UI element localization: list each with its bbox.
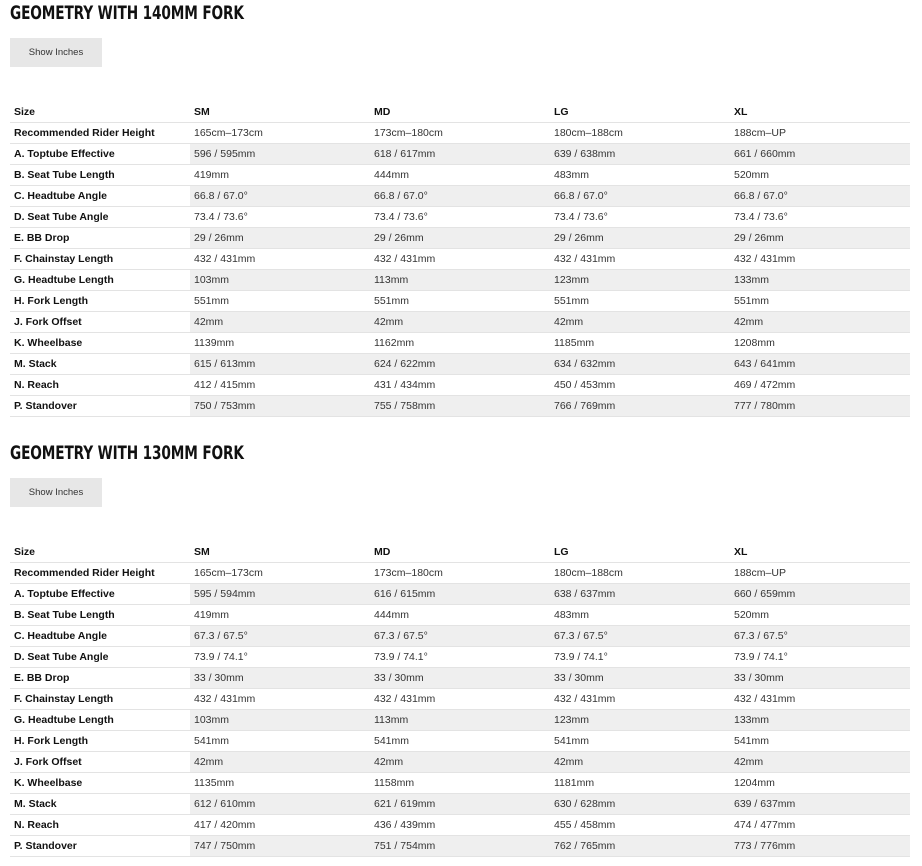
table-row	[10, 563, 910, 584]
table-cell: 133mm	[730, 710, 910, 731]
table-cell: 551mm	[730, 291, 910, 312]
table-row	[10, 794, 910, 815]
table-cell: 67.3 / 67.5°	[190, 626, 370, 647]
table-cell: 634 / 632mm	[550, 354, 730, 375]
table-cell: 1181mm	[550, 773, 730, 794]
table-cell: 520mm	[730, 605, 910, 626]
table-cell: 612 / 610mm	[190, 794, 370, 815]
table-cell: 762 / 765mm	[550, 836, 730, 857]
table-cell: 750 / 753mm	[190, 396, 370, 417]
table-cell: 432 / 431mm	[370, 249, 550, 270]
table-cell: 29 / 26mm	[550, 228, 730, 249]
table-cell: 123mm	[550, 270, 730, 291]
table-cell: 173cm–180cm	[370, 563, 550, 584]
table-cell: 766 / 769mm	[550, 396, 730, 417]
table-cell: 541mm	[550, 731, 730, 752]
table-cell: 165cm–173cm	[190, 123, 370, 144]
table-cell: 73.9 / 74.1°	[550, 647, 730, 668]
table-cell: 444mm	[370, 605, 550, 626]
table-row	[10, 752, 910, 773]
size-header-lg: LG	[550, 542, 730, 563]
show-inches-button[interactable]: Show Inches	[10, 478, 102, 507]
row-label: Recommended Rider Height	[10, 563, 190, 584]
row-label: E. BB Drop	[10, 668, 190, 689]
row-label: K. Wheelbase	[10, 333, 190, 354]
table-cell: 432 / 431mm	[370, 689, 550, 710]
table-cell: 173cm–180cm	[370, 123, 550, 144]
table-row	[10, 584, 910, 605]
table-row	[10, 731, 910, 752]
table-cell: 180cm–188cm	[550, 563, 730, 584]
table-cell: 450 / 453mm	[550, 375, 730, 396]
row-label: E. BB Drop	[10, 228, 190, 249]
table-cell: 432 / 431mm	[190, 249, 370, 270]
table-cell: 1208mm	[730, 333, 910, 354]
table-cell: 66.8 / 67.0°	[190, 186, 370, 207]
table-cell: 73.4 / 73.6°	[190, 207, 370, 228]
table-cell: 432 / 431mm	[730, 249, 910, 270]
size-header-sm: SM	[190, 102, 370, 123]
table-cell: 639 / 637mm	[730, 794, 910, 815]
table-cell: 431 / 434mm	[370, 375, 550, 396]
size-header-xl: XL	[730, 542, 910, 563]
table-cell: 113mm	[370, 710, 550, 731]
table-cell: 29 / 26mm	[370, 228, 550, 249]
table-row	[10, 689, 910, 710]
row-label: K. Wheelbase	[10, 773, 190, 794]
table-cell: 29 / 26mm	[730, 228, 910, 249]
row-label: C. Headtube Angle	[10, 186, 190, 207]
table-cell: 541mm	[370, 731, 550, 752]
table-cell: 643 / 641mm	[730, 354, 910, 375]
table-row	[10, 815, 910, 836]
table-row	[10, 186, 910, 207]
row-label: D. Seat Tube Angle	[10, 207, 190, 228]
table-row	[10, 312, 910, 333]
table-cell: 520mm	[730, 165, 910, 186]
table-cell: 103mm	[190, 270, 370, 291]
size-header-sm: SM	[190, 542, 370, 563]
table-cell: 747 / 750mm	[190, 836, 370, 857]
table-header-row	[10, 102, 910, 123]
table-cell: 73.9 / 74.1°	[730, 647, 910, 668]
row-label: F. Chainstay Length	[10, 689, 190, 710]
table-cell: 1135mm	[190, 773, 370, 794]
table-row	[10, 207, 910, 228]
table-cell: 42mm	[730, 752, 910, 773]
table-cell: 33 / 30mm	[730, 668, 910, 689]
table-row	[10, 354, 910, 375]
table-cell: 1185mm	[550, 333, 730, 354]
row-label: J. Fork Offset	[10, 752, 190, 773]
table-row	[10, 123, 910, 144]
table-cell: 42mm	[370, 752, 550, 773]
table-row	[10, 228, 910, 249]
table-row	[10, 836, 910, 857]
table-row	[10, 710, 910, 731]
table-cell: 661 / 660mm	[730, 144, 910, 165]
table-cell: 615 / 613mm	[190, 354, 370, 375]
table-cell: 165cm–173cm	[190, 563, 370, 584]
table-cell: 67.3 / 67.5°	[550, 626, 730, 647]
table-cell: 188cm–UP	[730, 563, 910, 584]
table-cell: 412 / 415mm	[190, 375, 370, 396]
table-row	[10, 375, 910, 396]
table-cell: 618 / 617mm	[370, 144, 550, 165]
geometry-table	[10, 102, 910, 417]
table-row	[10, 333, 910, 354]
table-cell: 66.8 / 67.0°	[550, 186, 730, 207]
row-label: H. Fork Length	[10, 731, 190, 752]
geometry-section-140mm	[10, 0, 910, 412]
table-cell: 541mm	[190, 731, 370, 752]
table-cell: 551mm	[550, 291, 730, 312]
table-cell: 67.3 / 67.5°	[730, 626, 910, 647]
show-inches-button[interactable]: Show Inches	[10, 38, 102, 67]
table-cell: 113mm	[370, 270, 550, 291]
table-cell: 638 / 637mm	[550, 584, 730, 605]
table-row	[10, 270, 910, 291]
table-cell: 73.4 / 73.6°	[370, 207, 550, 228]
table-cell: 66.8 / 67.0°	[730, 186, 910, 207]
table-cell: 474 / 477mm	[730, 815, 910, 836]
row-label: P. Standover	[10, 836, 190, 857]
table-cell: 755 / 758mm	[370, 396, 550, 417]
table-cell: 180cm–188cm	[550, 123, 730, 144]
row-label: C. Headtube Angle	[10, 626, 190, 647]
table-cell: 432 / 431mm	[550, 689, 730, 710]
table-cell: 639 / 638mm	[550, 144, 730, 165]
table-cell: 42mm	[550, 752, 730, 773]
row-label: D. Seat Tube Angle	[10, 647, 190, 668]
row-label: N. Reach	[10, 375, 190, 396]
table-cell: 67.3 / 67.5°	[370, 626, 550, 647]
size-header-xl: XL	[730, 102, 910, 123]
table-cell: 33 / 30mm	[190, 668, 370, 689]
table-row	[10, 626, 910, 647]
table-cell: 455 / 458mm	[550, 815, 730, 836]
table-cell: 436 / 439mm	[370, 815, 550, 836]
table-cell: 133mm	[730, 270, 910, 291]
row-label: F. Chainstay Length	[10, 249, 190, 270]
table-cell: 42mm	[550, 312, 730, 333]
table-cell: 660 / 659mm	[730, 584, 910, 605]
table-cell: 621 / 619mm	[370, 794, 550, 815]
table-cell: 483mm	[550, 605, 730, 626]
table-cell: 616 / 615mm	[370, 584, 550, 605]
table-cell: 103mm	[190, 710, 370, 731]
table-cell: 42mm	[370, 312, 550, 333]
section-title: GEOMETRY WITH 130MM FORK	[10, 442, 244, 464]
row-label: H. Fork Length	[10, 291, 190, 312]
table-cell: 595 / 594mm	[190, 584, 370, 605]
table-row	[10, 396, 910, 417]
table-row	[10, 291, 910, 312]
row-label: M. Stack	[10, 354, 190, 375]
row-label: B. Seat Tube Length	[10, 605, 190, 626]
table-cell: 541mm	[730, 731, 910, 752]
table-cell: 73.4 / 73.6°	[730, 207, 910, 228]
size-column-header: Size	[10, 102, 190, 123]
table-row	[10, 144, 910, 165]
row-label: Recommended Rider Height	[10, 123, 190, 144]
table-cell: 123mm	[550, 710, 730, 731]
table-row	[10, 773, 910, 794]
table-row	[10, 668, 910, 689]
section-title: GEOMETRY WITH 140MM FORK	[10, 2, 244, 24]
table-row	[10, 165, 910, 186]
row-label: G. Headtube Length	[10, 270, 190, 291]
table-cell: 33 / 30mm	[550, 668, 730, 689]
row-label: M. Stack	[10, 794, 190, 815]
table-cell: 1162mm	[370, 333, 550, 354]
row-label: B. Seat Tube Length	[10, 165, 190, 186]
table-row	[10, 249, 910, 270]
row-label: J. Fork Offset	[10, 312, 190, 333]
table-cell: 66.8 / 67.0°	[370, 186, 550, 207]
table-cell: 777 / 780mm	[730, 396, 910, 417]
table-cell: 73.4 / 73.6°	[550, 207, 730, 228]
table-cell: 42mm	[190, 752, 370, 773]
table-cell: 29 / 26mm	[190, 228, 370, 249]
row-label: A. Toptube Effective	[10, 144, 190, 165]
table-cell: 551mm	[190, 291, 370, 312]
table-row	[10, 647, 910, 668]
table-cell: 1204mm	[730, 773, 910, 794]
row-label: G. Headtube Length	[10, 710, 190, 731]
table-cell: 1139mm	[190, 333, 370, 354]
row-label: A. Toptube Effective	[10, 584, 190, 605]
table-cell: 417 / 420mm	[190, 815, 370, 836]
table-cell: 469 / 472mm	[730, 375, 910, 396]
table-cell: 751 / 754mm	[370, 836, 550, 857]
table-cell: 432 / 431mm	[190, 689, 370, 710]
table-cell: 33 / 30mm	[370, 668, 550, 689]
table-cell: 624 / 622mm	[370, 354, 550, 375]
table-cell: 419mm	[190, 165, 370, 186]
size-header-md: MD	[370, 542, 550, 563]
table-cell: 596 / 595mm	[190, 144, 370, 165]
row-label: P. Standover	[10, 396, 190, 417]
table-cell: 630 / 628mm	[550, 794, 730, 815]
size-header-md: MD	[370, 102, 550, 123]
table-cell: 432 / 431mm	[730, 689, 910, 710]
table-cell: 483mm	[550, 165, 730, 186]
table-cell: 444mm	[370, 165, 550, 186]
table-cell: 551mm	[370, 291, 550, 312]
table-cell: 42mm	[730, 312, 910, 333]
table-header-row	[10, 542, 910, 563]
table-cell: 1158mm	[370, 773, 550, 794]
geometry-section-130mm	[10, 440, 910, 852]
table-row	[10, 605, 910, 626]
table-cell: 188cm–UP	[730, 123, 910, 144]
table-cell: 432 / 431mm	[550, 249, 730, 270]
table-cell: 419mm	[190, 605, 370, 626]
table-cell: 773 / 776mm	[730, 836, 910, 857]
geometry-table	[10, 542, 910, 857]
table-cell: 73.9 / 74.1°	[190, 647, 370, 668]
table-cell: 73.9 / 74.1°	[370, 647, 550, 668]
size-column-header: Size	[10, 542, 190, 563]
row-label: N. Reach	[10, 815, 190, 836]
table-cell: 42mm	[190, 312, 370, 333]
size-header-lg: LG	[550, 102, 730, 123]
